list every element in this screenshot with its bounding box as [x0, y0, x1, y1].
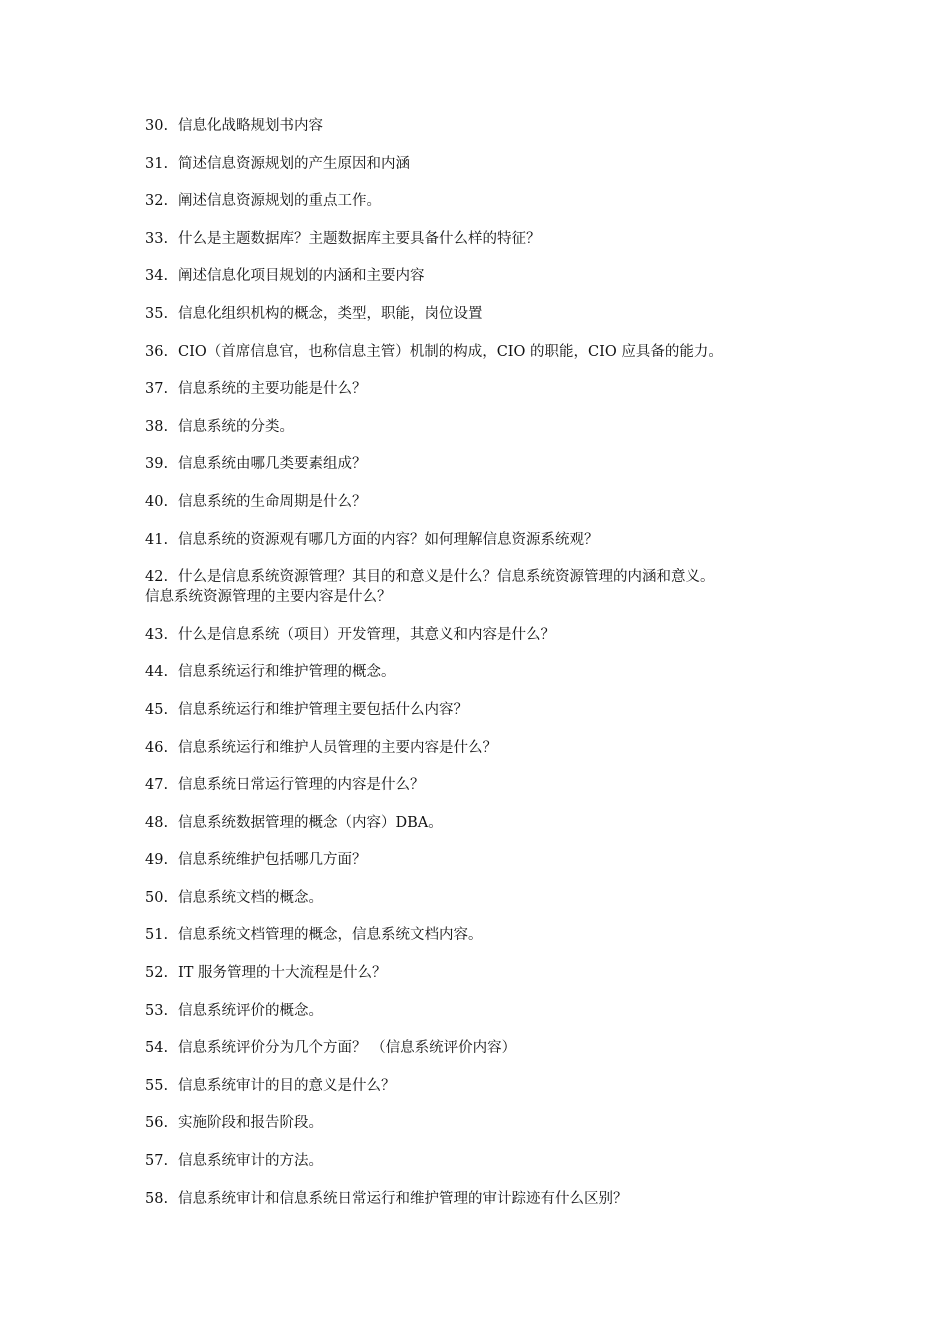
item-text: 信息系统日常运行管理的内容是什么？: [178, 777, 425, 794]
item-text: IT 服务管理的十大流程是什么？: [178, 965, 387, 982]
list-item: [145, 191, 845, 211]
item-text: 信息化战略规划书内容: [178, 118, 323, 134]
list-item: [145, 700, 845, 720]
item-text: 信息系统审计的目的意义是什么？: [178, 1077, 396, 1094]
question-list: [145, 116, 845, 1226]
item-text: 信息系统的资源观有哪几方面的内容？如何理解信息资源系统观？: [178, 531, 599, 548]
item-text: 信息系统维护包括哪几方面？: [178, 852, 367, 869]
item-text: 什么是信息系统（项目）开发管理，其意义和内容是什么？: [178, 626, 555, 643]
list-item: [145, 154, 845, 174]
item-text: 信息系统运行和维护管理主要包括什么内容？: [178, 701, 468, 718]
item-text: 简述信息资源规划的产生原因和内涵: [178, 155, 410, 172]
item-text: 信息系统运行和维护管理的概念。: [178, 664, 396, 681]
item-text: 信息系统的主要功能是什么？: [178, 381, 367, 398]
list-item: [145, 492, 845, 512]
item-number: 35.: [145, 305, 169, 322]
item-text: 什么是信息系统资源管理？其目的和意义是什么？信息系统资源管理的内涵和意义。: [178, 569, 715, 586]
item-text: 信息系统运行和维护人员管理的主要内容是什么？: [178, 739, 497, 756]
item-number: 54.: [145, 1040, 169, 1057]
item-number: 45.: [145, 701, 169, 718]
item-text: 信息系统文档的概念。: [178, 889, 323, 906]
item-text: 信息系统数据管理的概念（内容）DBA。: [178, 814, 443, 831]
list-item: [145, 266, 845, 286]
item-number: 48.: [145, 814, 169, 831]
item-number: 31.: [145, 155, 169, 172]
list-item: [145, 304, 845, 324]
item-number: 56.: [145, 1115, 169, 1132]
list-item: [145, 1038, 845, 1058]
list-item: [145, 454, 845, 474]
item-number: 32.: [145, 193, 169, 210]
item-number: 34.: [145, 268, 169, 285]
list-item: [145, 1113, 845, 1133]
item-text: 信息系统审计的方法。: [178, 1153, 323, 1170]
item-text: 信息系统审计和信息系统日常运行和维护管理的审计踪迹有什么区别？: [178, 1190, 628, 1207]
item-text: 阐述信息资源规划的重点工作。: [178, 193, 381, 210]
item-number: 46.: [145, 739, 169, 756]
item-number: 37.: [145, 381, 169, 398]
item-number: 47.: [145, 777, 169, 794]
item-text: 信息化组织机构的概念，类型，职能，岗位设置: [178, 305, 483, 322]
list-item: [145, 925, 845, 945]
list-item: [145, 1076, 845, 1096]
item-text: CIO（首席信息官，也称信息主管）机制的构成，CIO 的职能，CIO 应具备的能力。: [178, 343, 723, 360]
item-number: 42.: [145, 569, 169, 586]
list-item: [145, 229, 845, 249]
item-number: 53.: [145, 1002, 169, 1019]
item-number: 30.: [145, 118, 169, 134]
item-text: 信息系统的分类。: [178, 418, 294, 435]
item-number: 33.: [145, 230, 169, 247]
list-item: [145, 1001, 845, 1021]
item-number: 36.: [145, 343, 169, 360]
list-item: [145, 738, 845, 758]
item-number: 39.: [145, 456, 169, 473]
item-text-continued: 信息系统资源管理的主要内容是什么？: [145, 589, 392, 606]
list-item: [145, 888, 845, 908]
item-number: 58.: [145, 1190, 169, 1207]
list-item: [145, 813, 845, 833]
list-item: [145, 342, 845, 362]
item-text: 什么是主题数据库？主题数据库主要具备什么样的特征？: [178, 230, 541, 247]
item-number: 49.: [145, 852, 169, 869]
item-text: 信息系统评价分为几个方面？ （信息系统评价内容）: [178, 1040, 517, 1057]
item-number: 51.: [145, 927, 169, 944]
item-text: 实施阶段和报告阶段。: [178, 1115, 323, 1132]
list-item: [145, 850, 845, 870]
item-text: 信息系统评价的概念。: [178, 1002, 323, 1019]
list-item: [145, 625, 845, 645]
item-number: 38.: [145, 418, 169, 435]
list-item: [145, 379, 845, 399]
list-item: [145, 1189, 845, 1209]
list-item: [145, 567, 845, 607]
item-number: 57.: [145, 1153, 169, 1170]
item-text: 信息系统由哪几类要素组成？: [178, 456, 367, 473]
list-item: [145, 1151, 845, 1171]
list-item: [145, 417, 845, 437]
list-item: [145, 116, 845, 136]
item-number: 55.: [145, 1077, 169, 1094]
item-number: 52.: [145, 965, 169, 982]
list-item: [145, 530, 845, 550]
item-text: 信息系统的生命周期是什么？: [178, 493, 367, 510]
list-item: [145, 963, 845, 983]
item-number: 43.: [145, 626, 169, 643]
item-number: 50.: [145, 889, 169, 906]
item-number: 41.: [145, 531, 169, 548]
item-text: 阐述信息化项目规划的内涵和主要内容: [178, 268, 425, 285]
item-number: 44.: [145, 664, 169, 681]
item-number: 40.: [145, 493, 169, 510]
list-item: [145, 662, 845, 682]
list-item: [145, 775, 845, 795]
item-text: 信息系统文档管理的概念，信息系统文档内容。: [178, 927, 483, 944]
